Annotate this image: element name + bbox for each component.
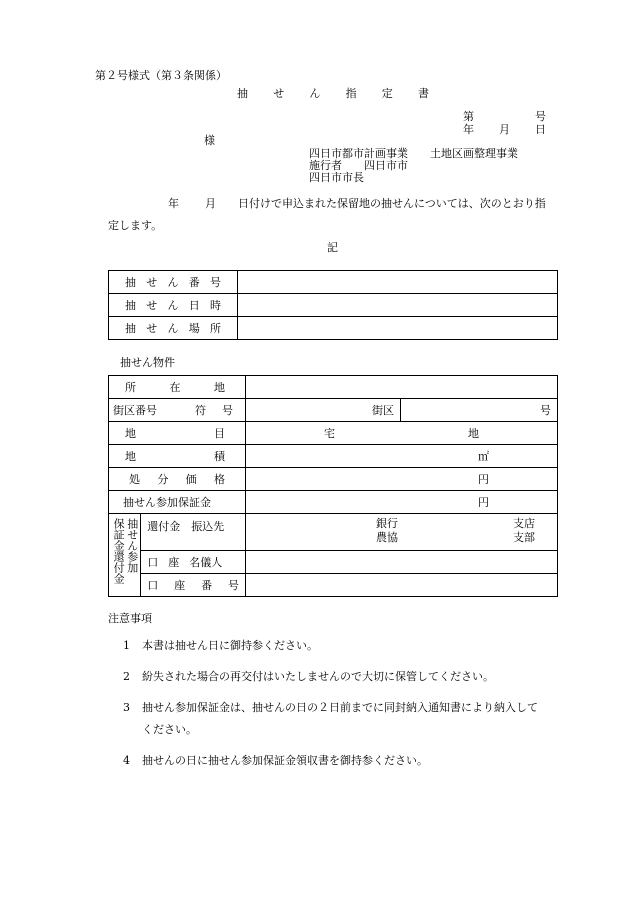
body-line-1	[168, 198, 546, 211]
date-year: 年	[463, 123, 474, 136]
body-text: 日付けで申込まれた保留地の抽せんについては、次のとおり指	[238, 197, 546, 210]
label-char: 所	[125, 381, 136, 394]
lot-number-value[interactable]	[401, 399, 558, 422]
bank-label: 銀行	[376, 517, 398, 530]
issuer-operator-label: 施行者	[309, 159, 342, 172]
account-number-label	[141, 574, 246, 597]
label-char: 所	[210, 322, 221, 335]
label-char: 在	[169, 381, 181, 394]
issue-date	[463, 124, 546, 137]
doc-number-prefix: 第	[463, 110, 474, 123]
refund-dest-text: 還付金 振込先	[147, 520, 225, 533]
title-char: ん	[309, 87, 321, 100]
account-holder-value[interactable]	[246, 551, 558, 574]
date-day: 日	[535, 123, 546, 136]
lottery-date-value[interactable]	[238, 294, 558, 317]
label-char: 抽	[125, 276, 136, 289]
area-value[interactable]	[246, 445, 558, 468]
list-item	[108, 666, 578, 688]
recipient-suffix: 様	[204, 134, 215, 147]
label-char: 地	[125, 427, 136, 440]
issuer-project-name: 四日市都市計画事業	[309, 147, 408, 160]
table-row	[109, 376, 558, 399]
notes-title: 注意事項	[108, 612, 152, 625]
label-char: 番	[201, 579, 213, 592]
ki-mark: 記	[327, 241, 338, 254]
area-unit: ㎡	[478, 450, 489, 463]
label-char: 口	[147, 579, 159, 592]
form-reference: 第２号様式（第３条関係）	[95, 69, 227, 82]
label-char: 座	[168, 556, 180, 569]
notes-section	[108, 610, 578, 772]
label-char: 抽	[125, 322, 136, 335]
label-char: せ	[146, 299, 158, 312]
title-char: 抽	[237, 87, 248, 100]
table-row	[109, 422, 558, 445]
note-number: 3	[123, 701, 130, 714]
note-text: 抽せんの日に抽せん参加保証金領収書を御持参ください。	[142, 754, 428, 767]
deposit-label	[109, 491, 246, 514]
label-char: 場	[188, 322, 200, 335]
label-char: 抽	[125, 299, 136, 312]
lottery-number-value[interactable]	[238, 271, 558, 294]
label-char: ん	[167, 299, 179, 312]
lottery-info-table	[108, 270, 558, 340]
refund-vertical-text: 抽せん参加	[125, 518, 139, 573]
refund-vertical-label	[109, 514, 141, 597]
deposit-value[interactable]	[246, 491, 558, 514]
label-char: 座	[174, 579, 186, 592]
note-text-block	[142, 697, 538, 741]
label-char: 積	[214, 450, 225, 463]
table-row	[109, 491, 558, 514]
property-section-title: 抽せん物件	[120, 356, 175, 369]
doc-number-suffix: 号	[535, 110, 546, 123]
label-text: 名儀人	[189, 556, 223, 569]
label-char: 日	[188, 299, 200, 312]
land-category-label	[109, 422, 246, 445]
label-char: 号	[210, 276, 221, 289]
table-row	[109, 294, 558, 317]
lottery-number-label	[109, 271, 238, 294]
label-char: 符	[195, 404, 206, 417]
lot-unit: 号	[540, 404, 551, 417]
location-label	[109, 376, 246, 399]
note-number: 2	[123, 670, 130, 683]
location-value[interactable]	[246, 376, 558, 399]
deposit-label-text: 抽せん参加保証金	[123, 496, 211, 509]
label-char: せ	[146, 322, 158, 335]
branch-label: 支店	[513, 517, 535, 530]
coop-label: 農協	[376, 531, 398, 544]
label-char: せ	[146, 276, 158, 289]
price-value[interactable]	[246, 468, 558, 491]
label-char: 号	[222, 404, 233, 417]
label-char: 番	[188, 276, 200, 289]
table-row	[109, 551, 558, 574]
deposit-unit: 円	[478, 496, 489, 509]
branch2-label: 支部	[513, 531, 535, 544]
note-text: 抽せん参加保証金は、抽せんの日の２日前までに同封納入通知書により納入して	[142, 701, 538, 714]
label-char: 価	[185, 473, 197, 486]
label-char: ん	[167, 276, 179, 289]
block-number-label	[109, 399, 246, 422]
label-char: 処	[129, 473, 140, 486]
lottery-place-value[interactable]	[238, 317, 558, 340]
label-char: 分	[157, 473, 169, 486]
table-row	[109, 514, 558, 551]
label-char: 口	[147, 556, 159, 569]
lottery-place-label	[109, 317, 238, 340]
price-label	[109, 468, 246, 491]
refund-dest-value[interactable]	[246, 514, 558, 551]
issuer-operator-name: 四日市市	[364, 159, 408, 172]
list-item	[108, 697, 578, 741]
label-char: 時	[210, 299, 221, 312]
land-category-value[interactable]	[246, 422, 558, 445]
note-number: 4	[123, 754, 130, 767]
document-title	[237, 88, 429, 101]
body-line-2: 定します。	[108, 219, 163, 232]
table-row	[109, 445, 558, 468]
land-category-char: 宅	[324, 427, 335, 440]
label-char: ん	[167, 322, 179, 335]
block-number-value[interactable]	[246, 399, 401, 422]
table-row	[109, 271, 558, 294]
document-number	[463, 111, 546, 124]
lottery-date-label	[109, 294, 238, 317]
body-year: 年	[168, 197, 179, 210]
note-number: 1	[123, 639, 130, 652]
title-char: 書	[417, 87, 429, 100]
issuer-mayor: 四日市市長	[309, 171, 364, 184]
label-char: 格	[213, 473, 225, 486]
table-row	[109, 317, 558, 340]
label-text: 街区番号	[113, 404, 157, 417]
label-char: 目	[214, 427, 225, 440]
issuer-project-type: 土地区画整理事業	[430, 147, 518, 160]
label-char: 号	[227, 579, 239, 592]
label-char: 地	[214, 381, 225, 394]
account-holder-label	[141, 551, 246, 574]
label-char: 地	[125, 450, 136, 463]
note-text: 紛失された場合の再交付はいたしませんので大切に保管してください。	[142, 670, 494, 683]
date-month: 月	[499, 123, 510, 136]
list-item	[108, 635, 578, 657]
body-month: 月	[205, 197, 216, 210]
title-char: 指	[345, 87, 357, 100]
property-table	[108, 375, 558, 597]
table-row	[109, 468, 558, 491]
block-unit: 街区	[372, 404, 394, 417]
note-text: 本書は抽せん日に御持参ください。	[142, 639, 318, 652]
table-row	[109, 399, 558, 422]
table-row	[109, 574, 558, 597]
note-text-continued: ください。	[142, 723, 197, 736]
account-number-value[interactable]	[246, 574, 558, 597]
price-unit: 円	[478, 473, 489, 486]
area-label	[109, 445, 246, 468]
refund-dest-label	[141, 514, 246, 551]
title-char: 定	[381, 87, 393, 100]
list-item	[108, 750, 578, 772]
refund-vertical-text: 保証金還付金	[112, 518, 126, 584]
land-category-char: 地	[468, 427, 479, 440]
title-char: せ	[273, 87, 285, 100]
